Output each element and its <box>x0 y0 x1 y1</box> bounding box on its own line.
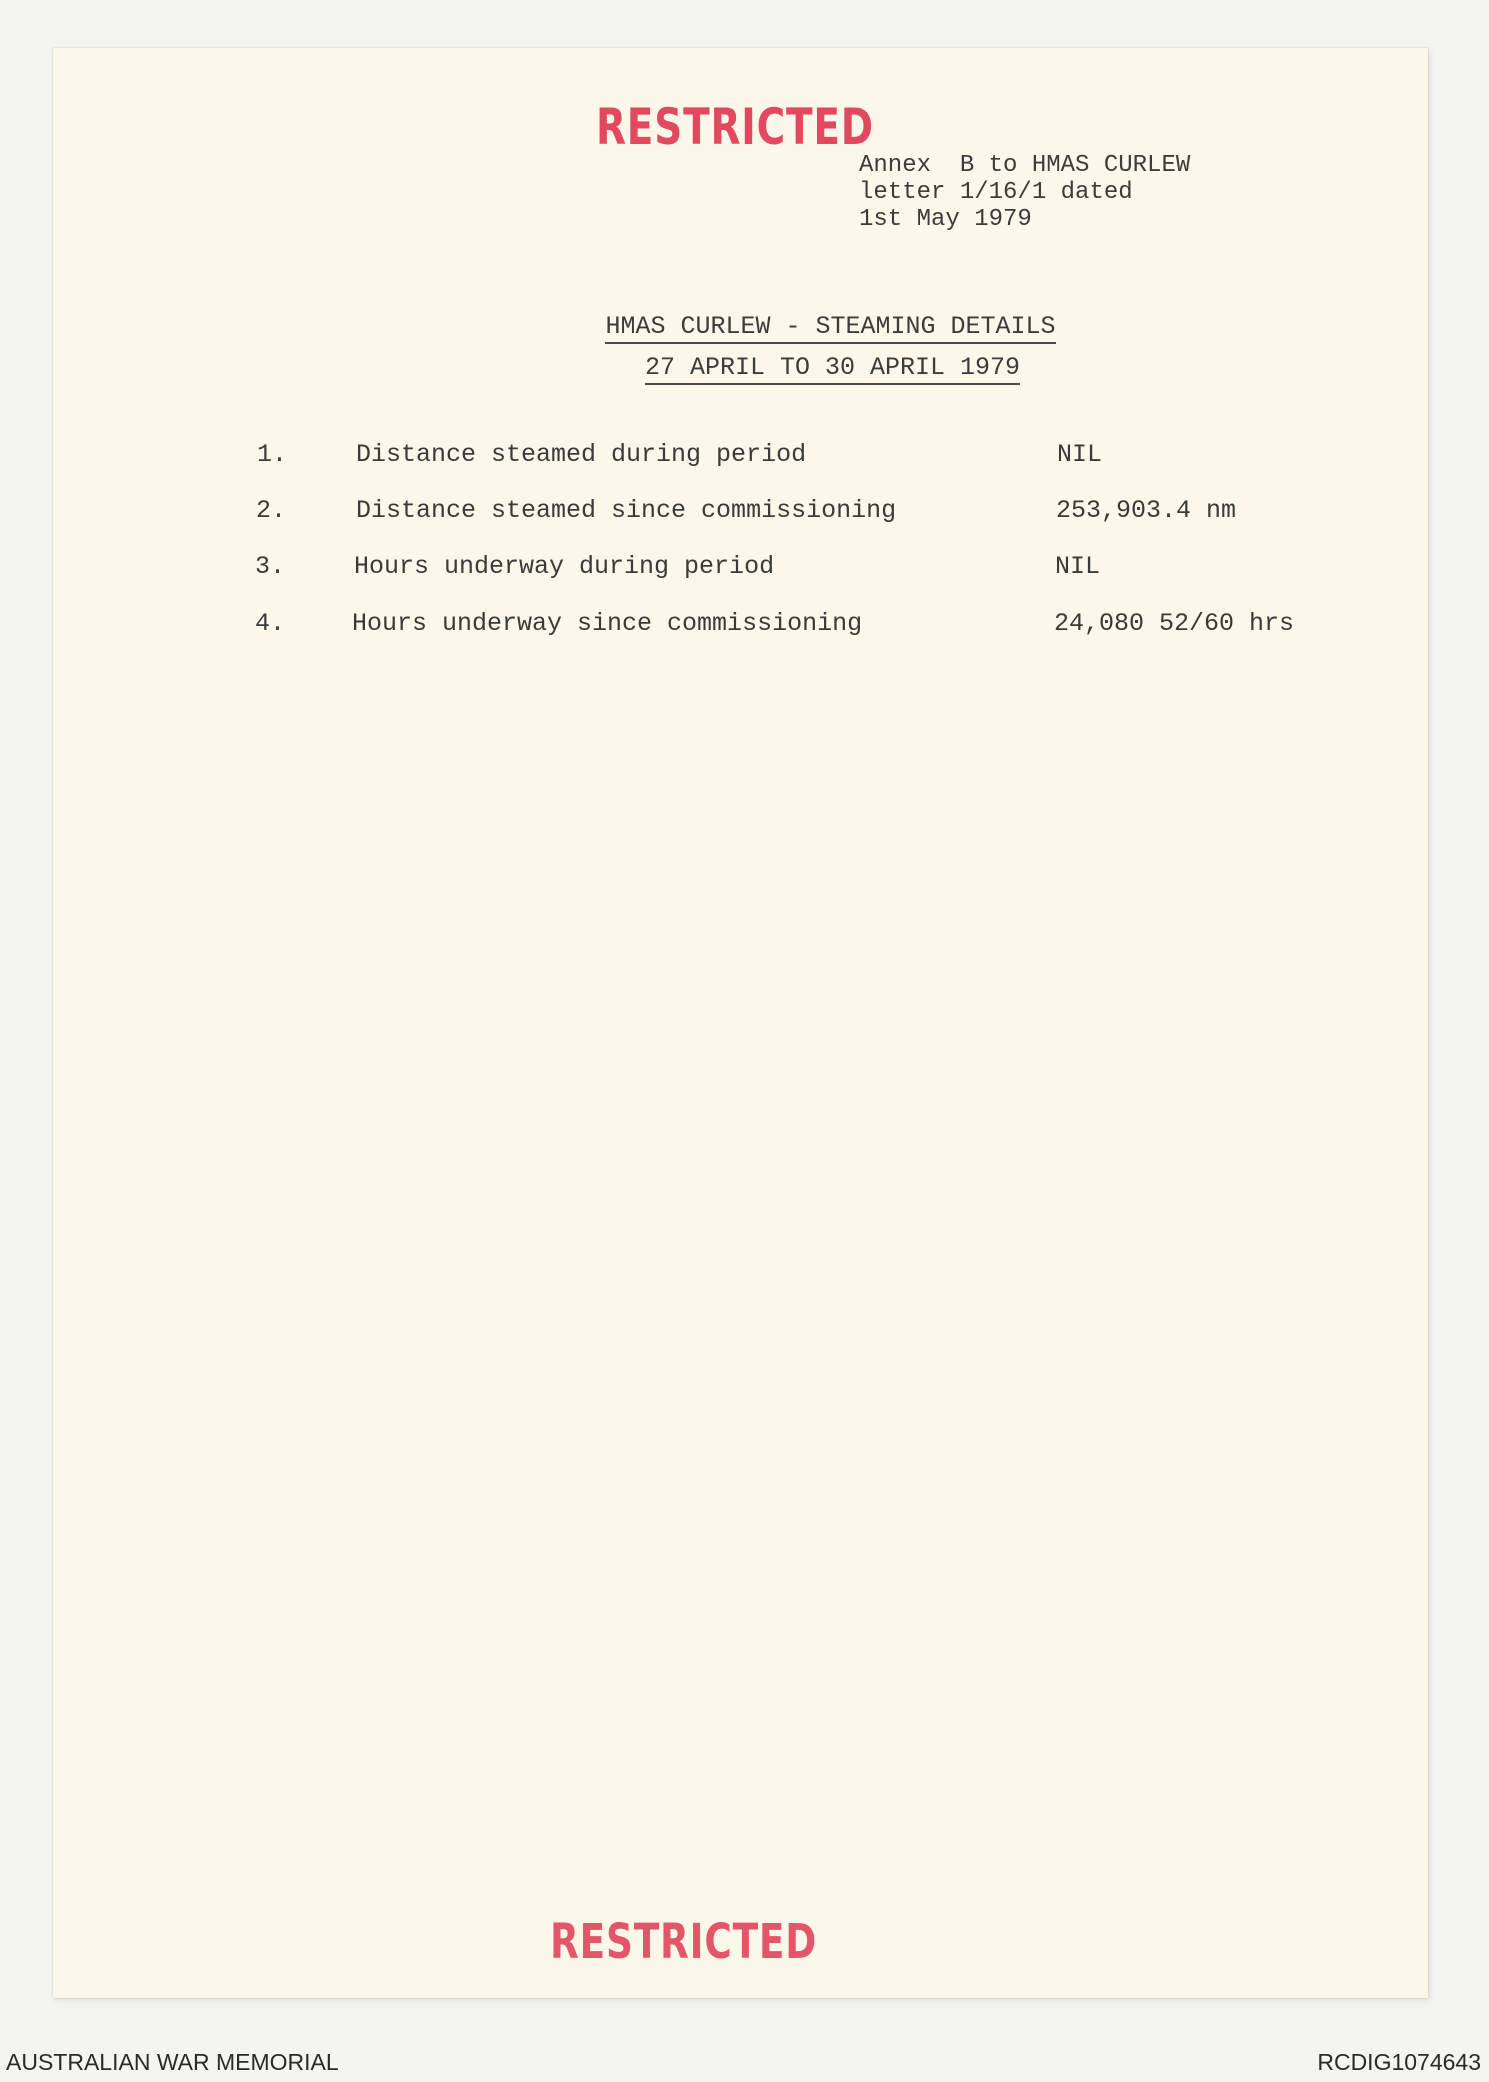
annex-reference <box>859 152 1190 233</box>
restricted-stamp-bottom: RESTRICTED <box>550 1914 818 1970</box>
document-page <box>53 48 1428 1998</box>
item-value: NIL <box>1055 552 1101 581</box>
annex-line-2: letter 1/16/1 dated <box>859 179 1133 206</box>
item-number: 3. <box>255 552 286 581</box>
item-description: Distance steamed since commissioning <box>356 496 897 525</box>
archive-credit: AUSTRALIAN WAR MEMORIAL <box>6 2049 339 2075</box>
item-description: Distance steamed during period <box>356 440 807 469</box>
archive-identifier: RCDIG1074643 <box>1317 2049 1481 2075</box>
item-number: 1. <box>257 440 288 469</box>
item-value: 24,080 52/60 hrs <box>1054 609 1295 638</box>
item-description: Hours underway during period <box>354 552 775 581</box>
restricted-stamp-top: RESTRICTED <box>596 98 874 156</box>
annex-line-1: Annex B to HMAS CURLEW <box>859 152 1191 179</box>
item-description: Hours underway since commissioning <box>352 609 863 638</box>
item-number: 4. <box>255 609 286 638</box>
item-value: NIL <box>1057 440 1103 469</box>
item-value: 253,903.4 nm <box>1056 496 1237 525</box>
item-number: 2. <box>256 496 287 525</box>
document-subtitle: 27 APRIL TO 30 APRIL 1979 <box>145 353 1489 382</box>
annex-line-3: 1st May 1979 <box>859 206 1032 233</box>
document-title: HMAS CURLEW - STEAMING DETAILS <box>143 312 1489 341</box>
